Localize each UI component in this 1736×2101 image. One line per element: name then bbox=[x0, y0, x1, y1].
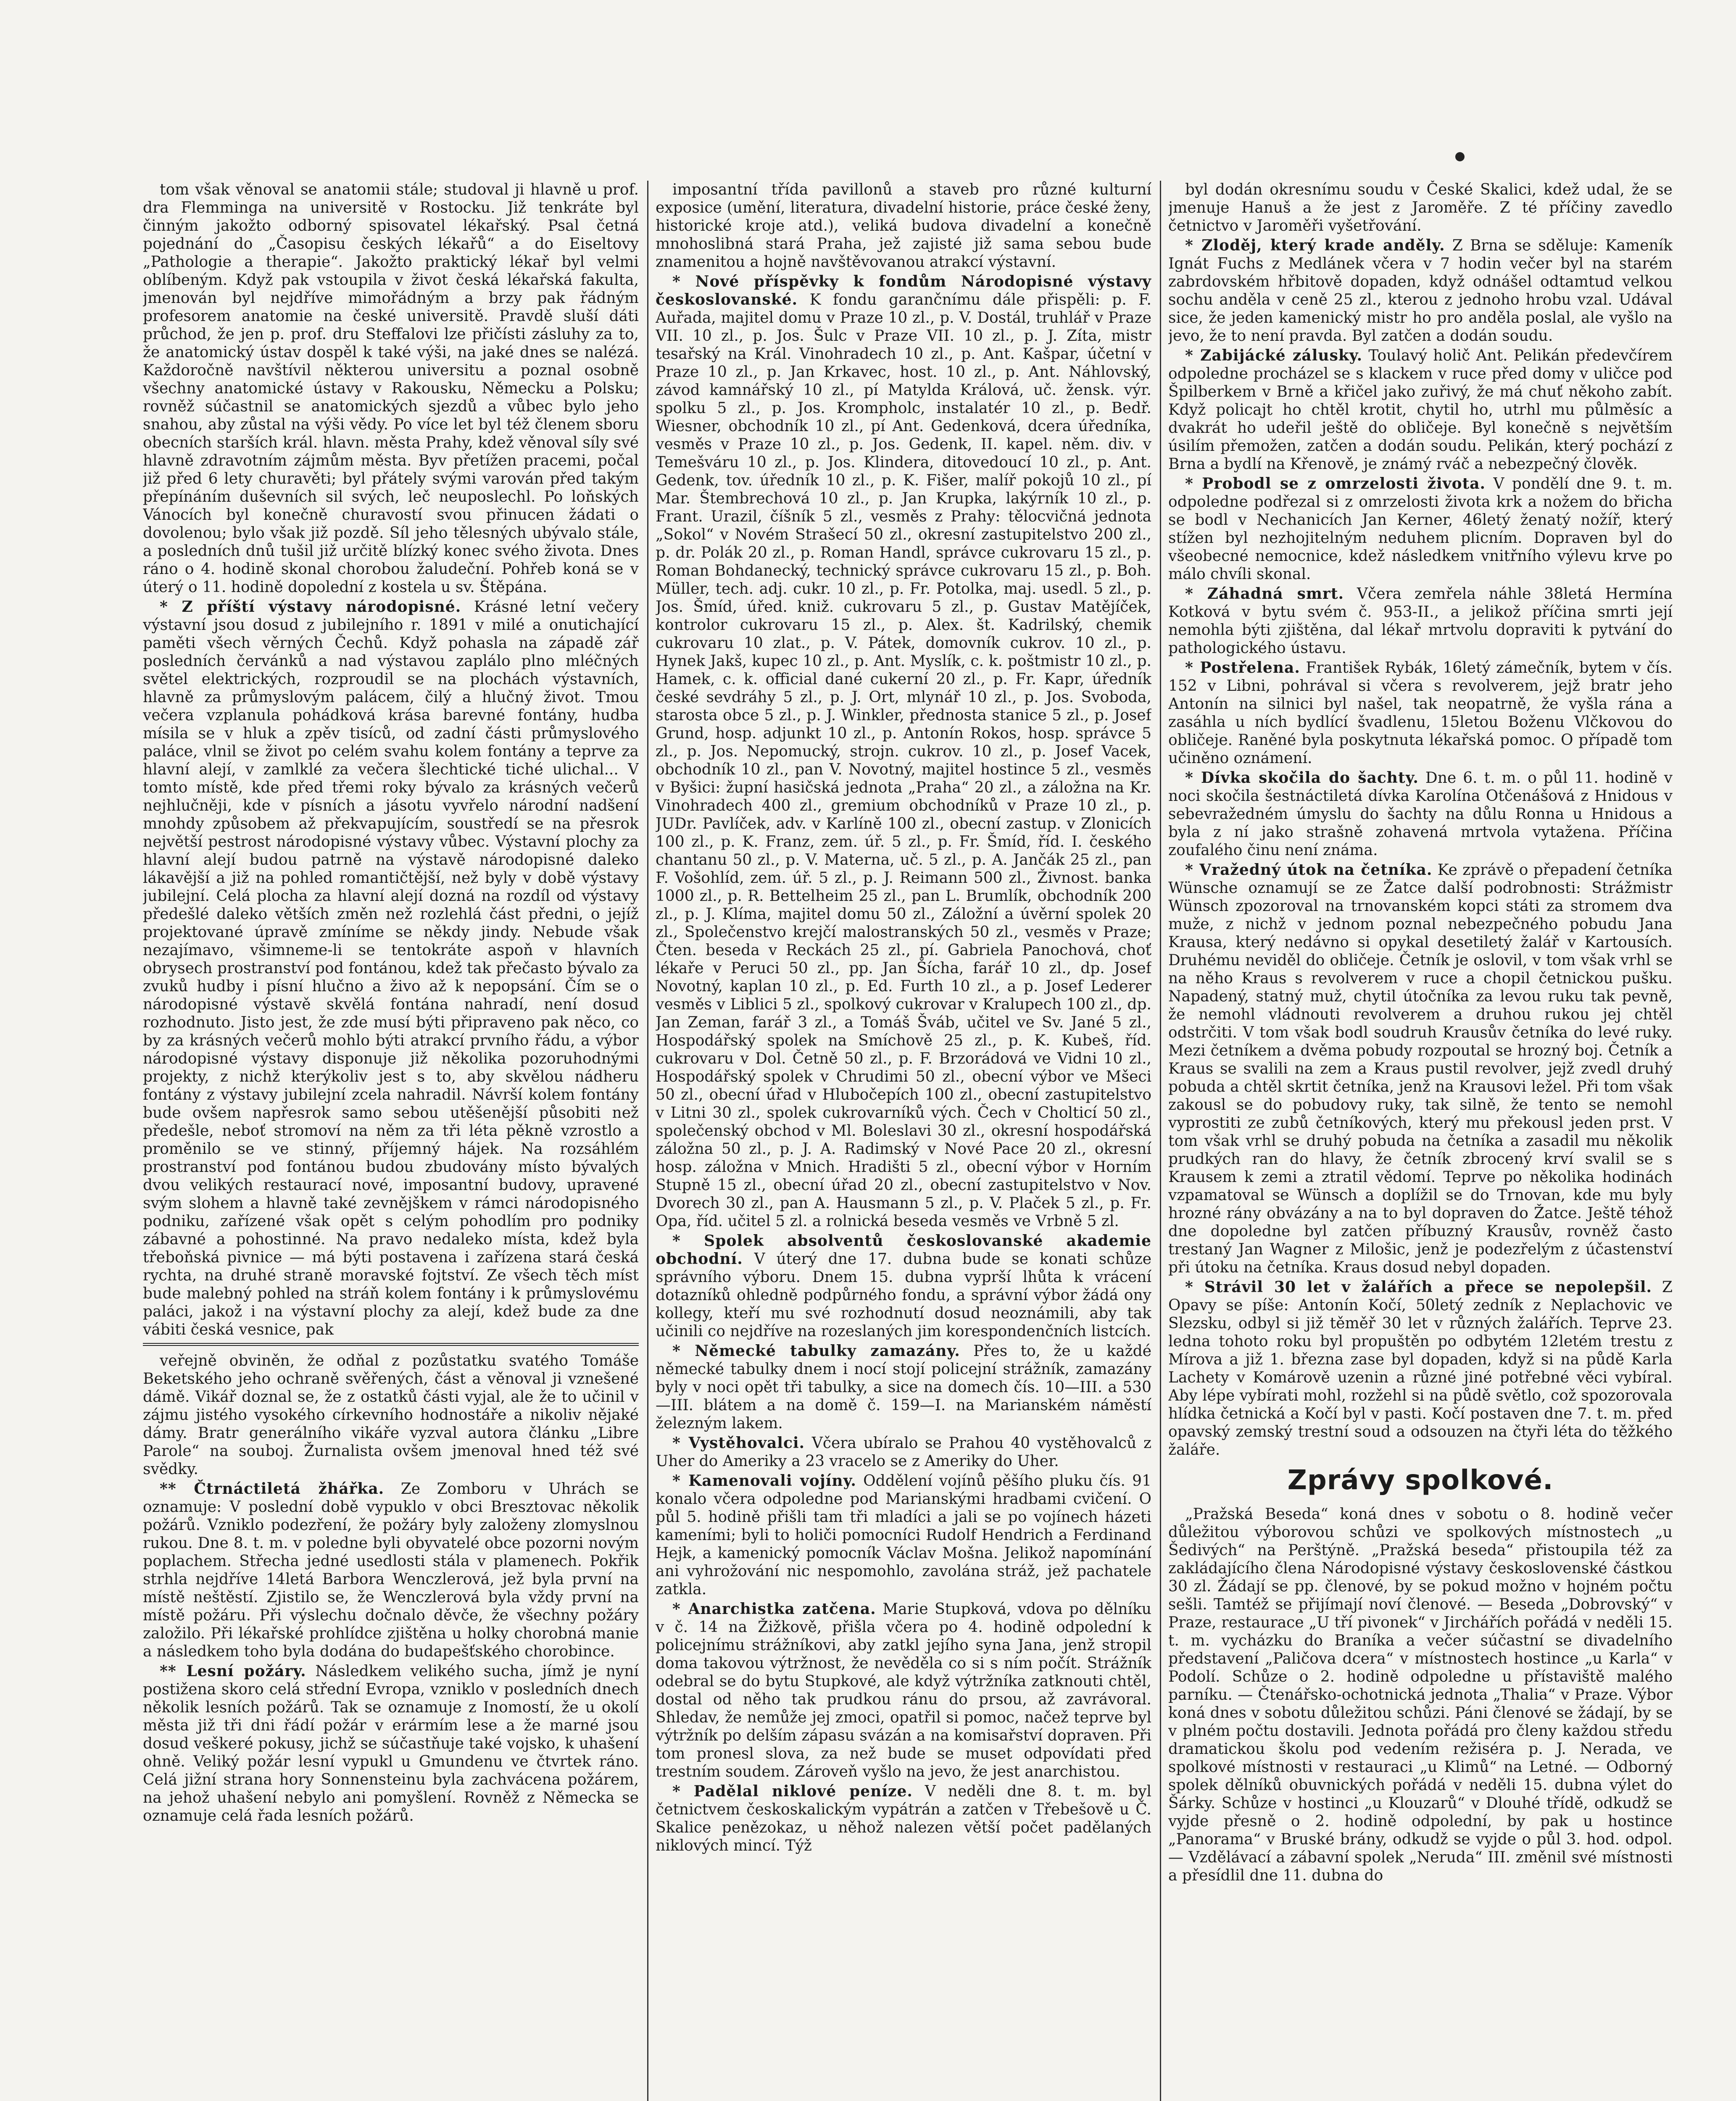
article-prispevky bbox=[656, 273, 1151, 1230]
article-imposantni bbox=[656, 181, 1151, 271]
article-heading: * Záhadná smrt. bbox=[1185, 585, 1344, 603]
article-heading: * Vystěhovalci. bbox=[672, 1434, 805, 1452]
article-anarchistka bbox=[656, 1600, 1151, 1781]
article-heading: * Postřelena. bbox=[1185, 659, 1300, 677]
article-heading: ** Lesní požáry. bbox=[160, 1662, 306, 1680]
article-text: Z Opavy se píše: Antonín Kočí, 50letý zedník z Neplachovic ve Slezsku, odbyl si již těměř 30 let v různých žalářích. Teprve 23. ledna tohoto roku byl propuštěn po odbytém 12letém trestu z Mírova a již 1. března zase byl dopaden, když si na půdě Karla Lachety v Komárově uzenin a různé jiné potřebné věci vybíral. Aby lépe vybírati mohl, rozžehl si na půdě světlo, což spozorovala hlídka četnická a Kočí byl v pasti. Kočí postaven dne 7. t. m. před opavský zemský trestní soud a odsouzen na čtyři léta do těžkého žaláře. bbox=[1168, 1279, 1673, 1459]
article-heading: * Strávil 30 let v žalářích a přece se nepolepšil. bbox=[1185, 1278, 1652, 1296]
article-text: veřejně obviněn, že odňal z pozůstatku svatého Tomáše Beketského jeho ochraně svěřených, část a věnoval ji vznešené dámě. Vikář doznal se, že z ostatků části vyjal, ale že to učinil v zájmu jistého vysokého církevního hodnostáře a nikoliv nějaké dámy. Bratr generálního vikáře vyzval autora článku „Libre Parole“ na souboj. Žurnalista ovšem jmenoval hned též své svědky. bbox=[143, 1352, 639, 1478]
article-heading: * Zabijácké zálusky. bbox=[1185, 347, 1363, 364]
section-title: Zprávy spolkové. bbox=[1287, 1465, 1554, 1496]
article-zlodej bbox=[1168, 237, 1673, 345]
article-spolkove bbox=[1168, 1505, 1673, 1885]
article-text: Ze Zomboru v Uhrách se oznamuje: V poslední době vypuklo v obci Bresztovac několik požárů. Vzniklo podezření, že požáry byly založeny zlomyslnou rukou. Dne 8. t. m. v poledne byli obyvatelé obce pozorni novým poplachem. Střecha jedné usedlosti stála v plamenech. Pokřik strhla nejdříve 14letá Barbora Wenczlerová, jež byla první na místě neštěstí. Zjistilo se, že Wenczlerová byla vždy první na místě požáru. Při výslechu dočnalo děvče, že všechny požáry založilo. Při lékařské prohlídce zjištěna u holky chorobná manie a následkem toho byla dodána do budapešťského chorobince. bbox=[143, 1480, 639, 1660]
article-text: imposantní třída pavillonů a staveb pro různé kulturní exposice (umění, literatura, divadelní historie, práce české ženy, historické kroje atd.), veliká budova divadelní a konečně mnohoslibná stará Praha, jež zajisté již sama sebou bude znamenitou a hojně navštěvovanou atrakcí výstavní. bbox=[656, 181, 1151, 271]
column-divider bbox=[647, 181, 648, 2101]
article-heading: * Kamenovali vojíny. bbox=[672, 1472, 856, 1490]
article-text: V úterý dne 17. dubna bude se konati schůze správního výboru. Dnem 15. dubna vyprší lhůta k vrácení dotazníků ohledně podpůrného fondu, a správní výbor žádá ony kollegy, kteří mu své rozhodnutí dosud neoznámili, aby tak učinili co nejdříve na rozeslaných jim korespondenčních listcích. bbox=[656, 1251, 1151, 1340]
article-zahadna-smrt bbox=[1168, 585, 1673, 657]
article-spolek-absolventu bbox=[656, 1232, 1151, 1340]
column-2 bbox=[656, 181, 1151, 2101]
article-text: Přes to, že u každé německé tabulky dnem i nocí stojí policejní strážník, zamazány byly v noci opět tři tabulky, a sice na domech čís. 10—III. a 530—III. blátem a na domě č. 159—I. na Marianském náměstí železným lakem. bbox=[656, 1343, 1151, 1432]
article-vystehovalci bbox=[656, 1434, 1151, 1470]
article-zabijacke bbox=[1168, 347, 1673, 473]
article-text: Ke zprávě o přepadení četníka Wünsche oznamují se ze Žatce další podrobnosti: Strážmistr Wünsch zpozoroval na trnovanském kopci státi za stromem dva muže, z nichž v jednom poznal nebezpečného pobudu Jana Krausa, který nedávno si opykal desetiletý žalář v Kartousích. Druhému neviděl do obličeje. Četník je oslovil, v tom však vrhl se na něho Kraus s revolverem v ruce a chopil četnickou pušku. Napadený, statný muž, chytil útočníka za levou ruku tak pevně, že nemohl vládnouti revolverem a druhou rukou jej chtěl odstrčiti. V tom však bodl soudruh Krausův četníka do levé ruky. Mezi četníkem a dvěma pobudy rozpoutal se hrozný boj. Četník a Kraus se svalili na zem a Kraus pustil revolver, jejž zvedl druhý pobuda a chtěl skrtit četníka, jenž na Krausovi ležel. Při tom však zakousl se do pobudovy ruky, tak silně, že tento se nemohl vyprostiti ze zubů četníkových, který mu překousl jeden prst. V tom však vrhl se druhý pobuda na četníka a zasadil mu několik prudkých ran do hlavy, že četník zbrocený krví svalil se s Krausem k zemi a ztratil vědomí. Teprve po několika hodinách vzpamatoval se Wünsch a doplížil se do Trnovan, kde mu byly hrozné rány obvázány a na to byl dopraven do Žatce. Ještě téhož dne dopoledne byl zatčen příbuzný Krausův, rovněž často trestaný Jan Wagner z Milošic, jenž je podezřelým z účastenství při útoku na četníka. Kraus dosud nebyl dopaden. bbox=[1168, 861, 1673, 1276]
article-heading: * Z příští výstavy národopisné. bbox=[160, 598, 461, 616]
article-stravil bbox=[1168, 1278, 1673, 1459]
article-text: Oddělení vojínů pěšího pluku čís. 91 konalo včera odpoledne pod Marianskými hradbami cvičení. O půl 5. hodině přišli tam tři mladíci a jali se po vojínech házeti kameními; byli to holiči pomocníci Rudolf Hendrich a Ferdinand Hejk, a kamenický pomocník Václav Mošna. Jelikož napomínání ani vyhrožování nic nespomohlo, zavolána stráž, jež pachatele zatkla. bbox=[656, 1472, 1151, 1598]
article-vikar bbox=[143, 1352, 639, 1478]
article-text: V neděli dne 8. t. m. byl četnictvem českoskalickým vypátrán a zatčen v Třebešově u Č. Skalice penězokaz, u něhož nalezen větší počet padělaných niklových mincí. Týž bbox=[656, 1783, 1151, 1854]
column-1 bbox=[143, 181, 639, 2101]
article-zharka bbox=[143, 1480, 639, 1661]
article-tabulky bbox=[656, 1342, 1151, 1432]
article-heading: * Spolek absolventů českoslovanské akademie obchodní. bbox=[656, 1232, 1151, 1268]
article-text: Toulavý holič Ant. Pelikán předevčírem odpoledne procházel se s klackem v ruce před domy v uličce pod Špilberkem v Brně a křičel jako zuřivý, že má chuť někoho zabít. Když policajt ho chtěl krotit, chytil ho, utrhl mu půlměsíc a dvakrát ho udeřil ještě do obličeje. Byl konečně s největším úsilím přemožen, zatčen a dodán soudu. Pelikán, který pochází z Brna a bydlí na Křenově, je známý rváč a nebezpečný člověk. bbox=[1168, 347, 1673, 473]
article-probodl bbox=[1168, 475, 1673, 583]
article-text: Marie Stupková, vdova po dělníku v č. 14 na Žižkově, přišla včera po 4. hodině odpolední k policejnímu strážníkovi, aby zatkl jejího syna Jana, jenž stropil doma takovou výtržnost, že nevěděla co si s ním počít. Strážník odebral se do bytu Stupkové, ale když výtržníka zatknouti chtěl, dostal od něho tak prudkou ránu do prsou, až zavrávoral. Shledav, že nemůže jej zmoci, opatřil si pomoc, načež teprve byl výtržník po delším zápasu svázán a na komisařství dopraven. Při tom pronesl slova, za než bude se muset odpovídati před trestním soudem. Zároveň vyšlo na jevo, že jest anarchistou. bbox=[656, 1601, 1151, 1780]
page-dot bbox=[1455, 152, 1465, 161]
article-text: Krásné letní večery výstavní jsou dosud z jubilejního r. 1891 v milé a onutichající paměti všech věrných Čechů. Když pohasla na západě zář posledních červánků a nad výstavou zaplálo plno mléčných světel elektrických, rozproudil se na plochách výstavních, hlavně za průmyslovým palácem, čilý a hlučný život. Tmou večera vzplanula pohádková krása barevné fontány, hudba mísila se v hluk a zpěv tisíců, od zadní části průmyslového paláce, vlnil se život po celém svahu kolem fontány a teprve za hlavní alejí, v zamlklé za večera šlechtické tiché ulichal... V tomto místě, kde před třemi roky bývalo za krásných večerů nejhlučněji, kde v písních a jásotu vyvřelo národní nadšení mnohdy způsobem až překvapujícím, soustředí se na přesrok největší pestrost národopisné výstavy vůbec. Výstavní plochy za hlavní alejí budou patrně na výstavě národopisné daleko lákavější a již na pohled romantičtější, než byly v době výstavy jubilejní. Celá plocha za hlavní alejí dozná na rozdíl od výstavy předešlé daleko větších změn než rozlehlá část předni, o jejíž projektované úpravě zmíníme se někdy jindy. Nebude však nezajímavo, všimneme-li se tentokráte aspoň v hlavních obrysech prostranství pod fontánou, kdež tak přečasto bývalo za zvuků hudby i písní hlučno a živo až k nepopsání. Čím se o národopisné výstavě skvělá fontána nahradí, není dosud rozhodnuto. Jisto jest, že zde musí býti připraveno pak něco, co by za krásných večerů mohlo býti atrakcí prvního řádu, a výbor národopisné výstavy disponuje již několika pozoruhodnými projekty, z nichž kterýkoliv jest s to, aby skvělou nádheru fontány z výstavy jubilejní zcela nahradil. Návrší kolem fontány bude ovšem napřesrok samo sebou utěšenější působiti než předešle, neboť stromoví na něm za tři léta pěkně vzrostlo a proměnilo se ve stinný, příjemný hájek. Na rozsáhlém prostranství pod fontánou budou zbudovány místo bývalých dvou velikých restaurací nové, imposantní budovy, upravené svým slohem a hlavně také zevnějškem v rámci národopisného podniku, zařízené však opět s celým pohodlím pro podniky zábavné a pohostinné. Na pravo nedaleko místa, kdež byla třeboňská pivnice — má býti postavena i zařízena stará česká rychta, na druhé straně moravské fojtství. Ze všech těch míst bude malebný pohled na stráň kolem fontány i k průmyslovému paláci, jakož i na výstavní plochy za alejí, kdež bude za dne vábiti česká vesnice, pak bbox=[143, 598, 639, 1338]
article-heading: * Dívka skočila do šachty. bbox=[1185, 769, 1419, 787]
article-vrazedny-utok bbox=[1168, 861, 1673, 1277]
article-heading: * Německé tabulky zamazány. bbox=[672, 1342, 960, 1360]
article-padelal bbox=[656, 1782, 1151, 1855]
article-text: Dne 6. t. m. o půl 11. hodině v noci skočila šestnáctiletá dívka Karolína Otčenášová z Hnidous v sebevražedném úmyslu do šachty na důlu Ronna u Hnidous a byla z ní jako strašně zohavená mrtvola vytažena. Příčina zoufalého činu není známa. bbox=[1168, 769, 1673, 859]
article-text: K fondu garančnímu dále přispěli: p. F. Auřada, majitel domu v Praze 10 zl., p. V. Dostál, truhlář v Praze VII. 10 zl., p. Jos. Šulc v Praze VII. 10 zl., p. J. Zíta, mistr tesařský na Král. Vinohradech 10 zl., p. Ant. Kašpar, účetní v Praze 10 zl., p. Jan Krkavec, host. 10 zl., p. Ant. Náhlovský, závod kamnářský 10 zl., pí Matylda Králová, uč. žensk. výr. spolku 5 zl., p. Jos. Krompholc, instalatér 10 zl., p. Bedř. Wiesner, obchodník 10 zl., pí Ant. Gedenková, dcera úředníka, vesměs v Praze 10 zl., p. Jos. Gedenk, II. kapel. něm. div. v Temešváru 10 zl., p. Jos. Klindera, ditovedoucí 10 zl., p. Ant. Gedenk, tov. úředník 10 zl., p. K. Fišer, malíř pokojů 10 zl., pí Mar. Štembrechová 10 zl., p. Jan Krupka, lakýrník 10 zl., p. Frant. Urazil, číšník 5 zl., vesměs z Prahy: tělocvičná jednota „Sokol“ v Novém Strašecí 50 zl., okresní zastupitelstvo 200 zl., p. dr. Polák 20 zl., p. Roman Handl, správce cukrovaru 15 zl., p. Roman Bohdanecký, technický správce cukrovaru 15 zl., p. Boh. Müller, tech. adj. cukr. 10 zl., p. Fr. Potolka, maj. usedl. 5 zl., p. Jos. Šmíd, úřed. kniž. cukrovaru 5 zl., p. Gustav Matějíček, kontrolor cukrovaru 15 zl., p. Alex. št. Kadrilský, chemik cukrovaru 10 zlat., p. V. Pátek, domovník cukrov. 10 zl., p. Hynek Jakš, kupec 10 zl., p. Ant. Myslík, c. k. poštmistr 10 zl., p. Hamek, c. k. official dané cukerní 20 zl., p. Fr. Kapr, úředník české sevdráhy 5 zl., p. J. Ort, mlynář 10 zl., p. Jos. Svoboda, starosta obce 5 zl., p. J. Winkler, přednosta stanice 5 zl., p. Josef Grund, hosp. adjunkt 10 zl., p. Antonín Rokos, hosp. správce 5 zl., p. Jos. Nepomucký, strojn. cukrov. 10 zl., p. Josef Vacek, obchodník 10 zl., pan V. Novotný, majitel hostince 5 zl., vesměs v Byšici: župní hasičská jednota „Praha“ 20 zl., a záložna na Kr. Vinohradech 400 zl., gremium obchodníků v Praze 10 zl., p. JUDr. Pavlíček, adv. v Karlíně 100 zl., obecní zastup. v Zlonicích 100 zl., p. K. Franz, zem. úř. 5 zl., p. Fr. Šmíd, říd. I. českého chantanu 50 zl., p. V. Materna, uč. 5 zl., p. A. Jančák 25 zl., pan F. Vošohlíd, zem. úř. 5 zl., p. J. Reimann 500 zl., Živnost. banka 1000 zl., p. R. Bettelheim 25 zl., pan L. Brumlík, obchodník 200 zl., p. J. Klíma, majitel domu 50 zl., Záložní a úvěrní spolek 20 zl., Společenstvo krejčí malostranských 50 zl., vesměs v Praze; Čten. beseda v Reckách 25 zl., pí. Gabriela Panochová, choť lékaře v Peruci 50 zl., pp. Jan Šícha, farář 10 zl., dp. Josef Novotný, kaplan 10 zl., p. Ed. Furth 10 zl., a p. Josef Lederer vesměs v Liblici 5 zl., spolkový cukrovar v Kralupech 100 zl., dp. Jan Zeman, farář 3 zl., a Tomáš Šváb, učitel ve Sv. Jané 5 zl., Hospodářský spolek na Smíchově 25 zl., p. K. Kubeš, říd. cukrovaru v Dol. Četně 50 zl., p. F. Brzorádová ve Vidni 10 zl., Hospodářský spolek v Chrudimi 50 zl., obecní výbor ve Mšeci 50 zl., obecní úřad v Hlubočepích 100 zl., obecní zastupitelstvo v Litni 30 zl., spolek cukrovarníků vých. Čech v Cholticí 50 zl., společenský obchod v Ml. Boleslavi 30 zl., okresní hospodářská záložna 50 zl., p. J. A. Radimský v Nové Pace 20 zl., okresní hosp. záložna v Mnich. Hradišti 5 zl., obecní výbor v Horním Stupně 15 zl., obecní úřad 20 zl., obecní zastupitelstvo v Nov. Dvorech 30 zl., pan A. Hausmann 5 zl., p. V. Plaček 5 zl., p. Fr. Opa, říd. učitel 5 zl. a rolnická beseda vesměs ve Vrbně 5 zl. bbox=[656, 291, 1151, 1230]
article-text: Včera ubíralo se Prahou 40 vystěhovalců z Uher do Ameriky a 23 vracelo se z Ameriky do Uher. bbox=[656, 1435, 1151, 1470]
article-text: V pondělí dne 9. t. m. odpoledne podřezal si z omrzelosti života krk a nožem do břicha se bodl v Nechanicích Jan Kerner, 46letý ženatý nožíř, který stížen byl nezhojitelným neduhem plicním. Dopraven byl do všeobecné nemocnice, kdež následkem vnitřního výlevu krve po málo chvíli skonal. bbox=[1168, 475, 1673, 583]
article-divka bbox=[1168, 769, 1673, 859]
article-heading: * Nové příspěvky k fondům Národopisné výstavy českoslovanské. bbox=[656, 273, 1151, 308]
article-heading: * Anarchistka zatčena. bbox=[672, 1600, 876, 1618]
article-heading: * Padělal niklové peníze. bbox=[672, 1782, 913, 1800]
article-text: tom však věnoval se anatomii stále; studoval ji hlavně u prof. dra Flemminga na universitě v Rostocku. Již tenkráte byl činným jakožto odborný spisovatel lékařský. Psal četná pojednání do „Časopisu českých lékařů“ a do Eiseltovy „Pathologie a therapie“. Jakožto praktický lékař byl velmi oblíbeným. Když pak vstoupila v život česká lékařská fakulta, jmenován byl nejdříve mimořádným a brzy pak řádným profesorem anatomie na české universitě. Pravdě sluší dáti průchod, že jen p. prof. dru Steffalovi lze přičísti zásluhy za to, že anatomický ústav dospěl k také výši, na jaké dnes se nalézá. Každoročně navštívil některou universitu a poznal osobně všechny anatomické ústavy v Rakousku, Německu a Polsku; rovněž súčastnil se anatomických sjezdů a vůbec bylo jeho snahou, aby zůstal na výši vědy. Po více let byl též členem sboru obecních starších král. hlavn. města Prahy, kdež věnoval síly své hlavně zdravotním zájmům města. Byv přetížen pracemi, počal již před 6 lety churavěti; byl přátely svými varován před takým přepínáním duševních sil svých, leč neuposlechl. Po loňských Vánocích byl konečně churavostí svou přinucen žádati o dovolenou; bylo však již pozdě. Síl jeho tělesných ubývalo stále, a posledních dnů tušil již určitě blízký konec svého života. Dnes ráno o 4. hodině skonal chorobou žaludeční. Pohřeb koná se v úterý o 11. hodině dopolední z kostela u sv. Štěpána. bbox=[143, 181, 639, 596]
article-heading: * Vražedný útok na četníka. bbox=[1185, 861, 1433, 879]
article-postrelena bbox=[1168, 659, 1673, 767]
article-vystava bbox=[143, 598, 639, 1339]
article-text: Včera zemřela náhle 38letá Hermína Kotková v bytu svém č. 953-II., a jelikož příčina smrti její nemohla býti zjištěna, dal lékař mrtvolu dopraviti k pytvání do pathologického ústavu. bbox=[1168, 585, 1673, 657]
article-text: Z Brna se sděluje: Kameník Ignát Fuchs z Medlánek včera v 7 hodin večer byl na starém zabrdovském hřbitově dopaden, když odnášel odtamtud velkou sochu anděla v ceně 25 zl., kterou z jednoho hrobu vzal. Udával sice, že jeden kamenický mistr ho pro anděla poslal, ale vyšlo na jevo, že to není pravda. Byl zatčen a dodán soudu. bbox=[1168, 237, 1673, 345]
article-text: Následkem velikého sucha, jímž je nyní postižena skoro celá střední Evropa, vzniklo v posledních dnech několik lesních požárů. Tak se oznamuje z Inomostí, že u okolí města již tři dni řádí požár v erármím lese a že marné jsou dosud veškeré pokusy, jichž se súčastňuje také vojsko, k uhašení ohně. Veliký požár lesní vypukl u Gmundenu ve čtvrtek ráno. Celá jižní strana hory Sonnensteinu byla zachvácena požárem, na jehož uhašení nebylo ani pomyšlení. Rovněž z Německa se oznamuje celá řada lesních požárů. bbox=[143, 1663, 639, 1825]
article-heading: ** Čtrnáctiletá žhářka. bbox=[160, 1480, 385, 1498]
column-divider bbox=[1160, 181, 1161, 2101]
article-kamenovali bbox=[656, 1472, 1151, 1598]
article-heading: * Zloděj, který krade anděly. bbox=[1185, 237, 1445, 254]
column-3 bbox=[1168, 181, 1673, 2101]
article-text: byl dodán okresnímu soudu v České Skalici, kdež udal, že se jmenuje Hanuš a že jest z Jaroměře. Z té příčiny zavedlo četnictvo v Jaroměři vyšetřování. bbox=[1168, 181, 1673, 234]
article-skalice bbox=[1168, 181, 1673, 235]
double-rule bbox=[143, 1343, 639, 1346]
article-heading: * Probodl se z omrzelosti života. bbox=[1185, 475, 1486, 492]
article-text: „Pražská Beseda“ koná dnes v sobotu o 8. hodině večer důležitou výborovou schůzi ve spolkových místnostech „u Šedivých“ na Perštýně. „Pražská beseda“ přistoupila též za zakládajícího člena Národopisné výstavy československé částkou 30 zl. Žádají se pp. členové, by se pokud možno v hojném počtu sešli. Tamtéž se přijímají noví členové. — Beseda „Dobrovský“ v Praze, restaurace „U tří pivonek“ v Jirchářích pořádá v neděli 15. t. m. vycházku do Braníka a večer súčastní se divadelního představení „Paličova dcera“ v místnostech hostince „u Karla“ v Podolí. Schůze o 2. hodině odpoledne u přístaviště malého parníku. — Čtenářsko-ochotnická jednota „Thalia“ v Praze. Výbor koná dnes v sobotu důležitou schůzi. Páni členové se žádají, by se v plném počtu dostavili. Jednota pořádá pro členy každou středu dramatickou školu pod vedením režiséra p. J. Nerada, ve spolkové místnosti v restauraci „u Klimů“ na Letné. — Odborný spolek dělníků obuvnických pořádá v neděli 15. dubna výlet do Šárky. Schůze v hostinci „u Klouzarů“ v Dlouhé třídě, odkudž se vyjde přesně o 2. hodině odpolední, by pak u hostince „Panorama“ v Bruské brány, odkudž se vyjde o půl 3. hod. odpol. — Vzdělávací a zábavní spolek „Neruda“ III. změnil své místnosti a přesídlil dne 11. dubna do bbox=[1168, 1506, 1673, 1884]
article-lesni-pozary bbox=[143, 1662, 639, 1825]
article-text: František Rybák, 16letý zámečník, bytem v čís. 152 v Libni, pohrával si včera s revolverem, jejž bratr jeho Antonín na silnici byl našel, tak neopatrně, že vyšla rána a zasáhla u ních bydlící švadlenu, 15letou Boženu Vlčkovou do obličeje. Raněné byla poskytnuta lékařská pomoc. O případě tom učiněno oznámení. bbox=[1168, 659, 1673, 767]
article-anatomie bbox=[143, 181, 639, 596]
